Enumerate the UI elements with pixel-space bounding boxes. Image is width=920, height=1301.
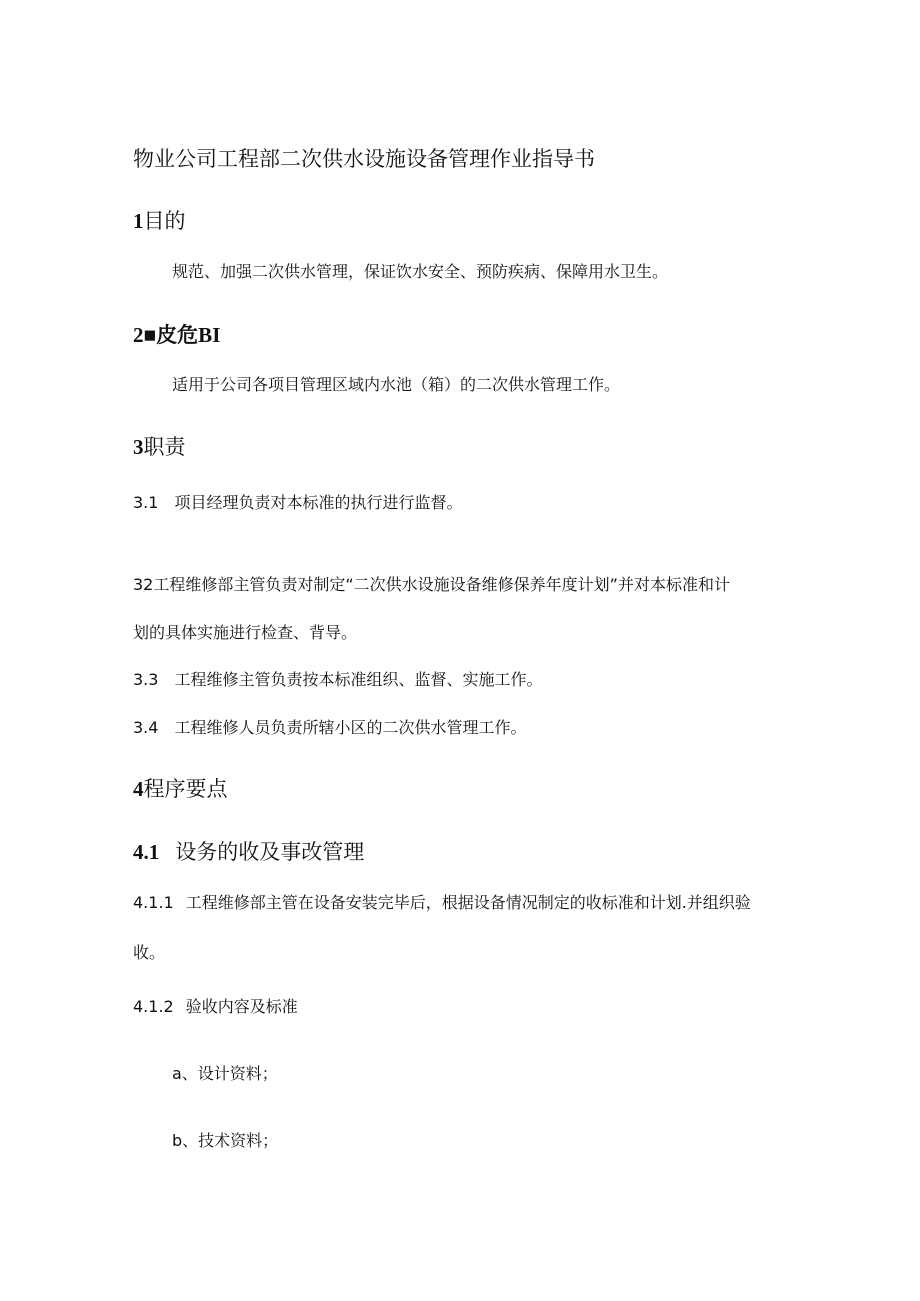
paragraph-text: 项目经理负责对本标准的执行进行监督。 (174, 493, 463, 512)
list-item-a: a、设计资料； (172, 1064, 278, 1083)
paragraph-number: 3.3 (133, 670, 159, 689)
paragraph-4-1-1-line-1 (133, 890, 751, 913)
section-2-heading (133, 319, 220, 349)
section-3-heading (133, 431, 186, 461)
paragraph-text: 验收内容及标准 (185, 997, 298, 1016)
document-title: 物业公司工程部二次供水设施设备管理作业指导书 (133, 147, 595, 171)
section-2-body: 适用于公司各项目管理区域内水池（箱）的二次供水管理工作。 (172, 375, 621, 394)
paragraph-number: 4.1.1 (133, 893, 174, 912)
paragraph-3-4 (133, 715, 526, 738)
section-1-body: 规范、加强二次供水管理，保证饮水安全、预防疾病、保障用水卫生。 (172, 262, 669, 281)
paragraph-number: 4.1.2 (133, 997, 174, 1016)
section-number: 4.1 (133, 840, 160, 864)
section-title: 设务的收及事改管理 (175, 840, 365, 864)
paragraph-number: 3.1 (133, 493, 159, 512)
paragraph-4-1-1-line-2: 收。 (133, 943, 166, 962)
section-4-heading (133, 773, 228, 803)
section-number: 2■ (133, 323, 157, 347)
paragraph-text: 工程维修人员负责所辖小区的二次供水管理工作。 (174, 718, 527, 737)
paragraph-3-2-line-2: 划的具体实施进行检查、背导。 (133, 623, 358, 642)
section-number: 4 (133, 777, 144, 801)
section-title: 目的 (143, 209, 186, 233)
paragraph-text: 工程维修部主管在设备安装完毕后，根据设备情况制定的收标准和计划.并组织验 (185, 893, 751, 912)
section-title: 职责 (143, 435, 186, 459)
paragraph-3-1 (133, 490, 462, 513)
section-number: 3 (133, 435, 144, 459)
paragraph-4-1-2 (133, 994, 298, 1017)
paragraph-3-2-line-1: 32工程维修部主管负责对制定“二次供水设施设备维修保养年度计划”并对本标准和计 (133, 575, 730, 594)
section-title: 皮危BI (156, 323, 221, 347)
section-4-1-heading (133, 836, 364, 866)
section-1-heading (133, 205, 186, 235)
section-title: 程序要点 (143, 777, 228, 801)
paragraph-3-3 (133, 667, 542, 690)
paragraph-text: 工程维修主管负责按本标准组织、监督、实施工作。 (174, 670, 543, 689)
list-item-b: b、技术资料； (172, 1131, 279, 1150)
paragraph-number: 3.4 (133, 718, 159, 737)
section-number: 1 (133, 209, 144, 233)
